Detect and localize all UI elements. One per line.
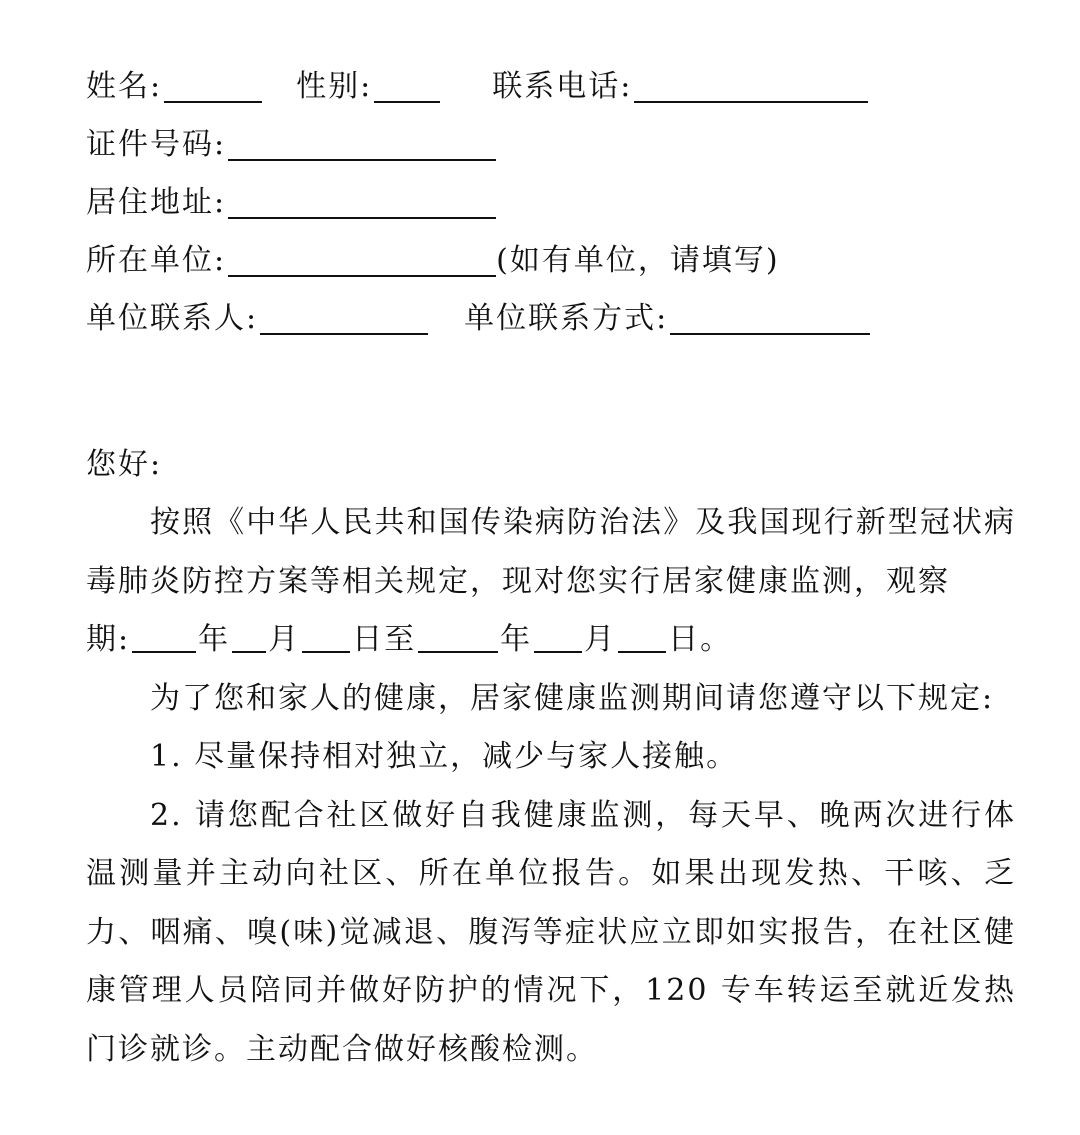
name-label: 姓名: [86, 69, 163, 104]
end-day-text: 日。 [668, 622, 733, 657]
workplace-note: (如有单位，请填写) [496, 243, 780, 278]
start-year-text: 年 [198, 622, 231, 657]
phone-label: 联系电话: [492, 69, 633, 104]
end-month-blank[interactable] [534, 623, 582, 653]
greeting: 您好: [86, 447, 163, 482]
form-row-5 [86, 290, 1016, 348]
address-blank[interactable] [228, 187, 496, 219]
paragraph-intro-rules: 为了您和家人的健康，居家健康监测期间请您遵守以下规定: [150, 680, 995, 716]
workplace-label: 所在单位: [86, 243, 227, 278]
unit-contact-method-blank[interactable] [670, 303, 870, 335]
phone-blank[interactable] [634, 71, 868, 103]
start-year-blank[interactable] [132, 623, 196, 653]
unit-contact-label: 单位联系人: [86, 301, 259, 336]
end-year-blank[interactable] [418, 623, 498, 653]
unit-contact-method-field[interactable] [464, 290, 870, 348]
name-field[interactable] [86, 58, 262, 116]
form-row-4 [86, 232, 1016, 290]
end-month-text: 月 [584, 622, 617, 657]
id-blank[interactable] [228, 129, 496, 161]
gender-field[interactable] [296, 58, 440, 116]
id-field[interactable] [86, 116, 496, 174]
gender-blank[interactable] [374, 71, 440, 103]
start-day-text: 日至 [352, 622, 417, 657]
document-page [86, 58, 1016, 1079]
rule-item-1: 1. 尽量保持相对独立，减少与家人接触。 [150, 739, 739, 774]
id-label: 证件号码: [86, 127, 227, 162]
observe-prefix: 期: [86, 622, 131, 657]
name-blank[interactable] [164, 71, 262, 103]
unit-contact-method-label: 单位联系方式: [464, 301, 669, 336]
workplace-blank[interactable] [228, 245, 496, 277]
rule-item-2: 2. 请您配合社区做好自我健康监测，每天早、晚两次进行体温测量并主动向社区、所在单位报告。如果出现发热、干咳、乏力、咽痛、嗅(味)觉减退、腹泻等症状应立即如实报告，在社区健康管理人员陪同并做好防护的情况下，120 专车转运至就近发热门诊就诊。主动配合做好核酸检测。 [86, 797, 1016, 1067]
paragraph-regulation: 按照《中华人民共和国传染病防治法》及我国现行新型冠状病毒肺炎防控方案等相关规定，现对您实行居家健康监测，观察 [86, 505, 1016, 599]
unit-contact-blank[interactable] [260, 303, 428, 335]
address-field[interactable] [86, 174, 496, 232]
start-day-blank[interactable] [302, 623, 350, 653]
workplace-field[interactable] [86, 232, 496, 290]
form-row-3 [86, 174, 1016, 232]
phone-field[interactable] [492, 58, 868, 116]
start-month-text: 月 [268, 622, 301, 657]
address-label: 居住地址: [86, 185, 227, 220]
form-row-1 [86, 58, 1016, 116]
form-row-2 [86, 116, 1016, 174]
unit-contact-field[interactable] [86, 290, 428, 348]
gender-label: 性别: [296, 69, 373, 104]
end-day-blank[interactable] [618, 623, 666, 653]
observation-period-line [86, 611, 1016, 670]
end-year-text: 年 [500, 622, 533, 657]
start-month-blank[interactable] [232, 623, 266, 653]
